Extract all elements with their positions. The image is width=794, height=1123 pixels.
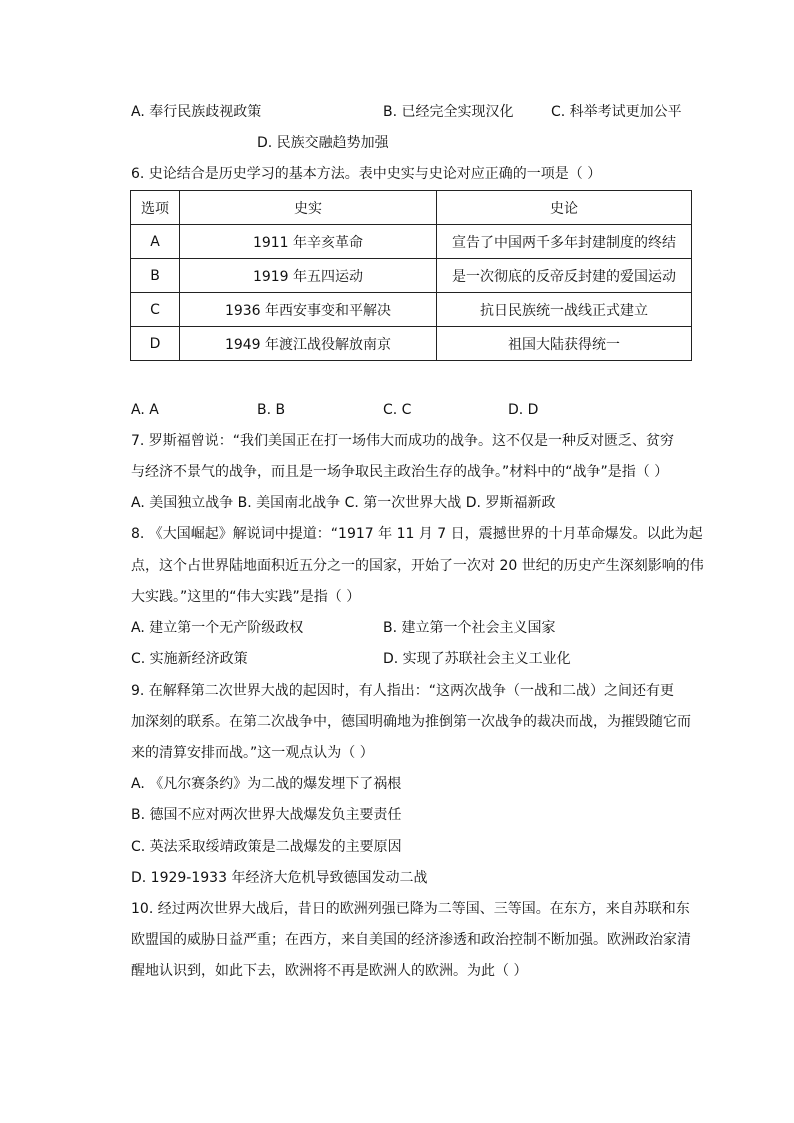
table-cell: 1911 年辛亥革命	[180, 225, 437, 259]
q6-option-a: A. A	[131, 402, 159, 418]
table-cell: B	[131, 259, 180, 293]
q9-option-a: A. 《凡尔赛条约》为二战的爆发埋下了祸根	[131, 776, 402, 792]
q5-option-b: B. 已经完全实现汉化	[383, 104, 514, 120]
table-row	[131, 259, 692, 293]
q9-option-c: C. 英法采取绥靖政策是二战爆发的主要原因	[131, 839, 402, 855]
q8-stem-line-3: 大实践。”这里的“伟大实践”是指（ ）	[131, 589, 361, 605]
table-row	[131, 225, 692, 259]
q6-stem: 6. 史论结合是历史学习的基本方法。表中史实与史论对应正确的一项是（ ）	[131, 166, 602, 182]
q10-stem-line-2: 欧盟国的威胁日益严重；在西方，来自美国的经济渗透和政治控制不断加强。欧洲政治家清	[131, 932, 691, 948]
q7-stem-line-2: 与经济不景气的战争，而且是一场争取民主政治生存的战争。”材料中的“战争”是指（ ）	[131, 464, 669, 480]
table-cell: 1936 年西安事变和平解决	[180, 293, 437, 327]
q9-stem-line-1: 9. 在解释第二次世界大战的起因时，有人指出：“这两次战争（一战和二战）之间还有更	[131, 683, 675, 699]
table-row	[131, 293, 692, 327]
table-cell: 是一次彻底的反帝反封建的爱国运动	[437, 259, 692, 293]
q10-stem-line-1: 10. 经过两次世界大战后，昔日的欧洲列强已降为二等国、三等国。在东方，来自苏联和东	[131, 901, 690, 917]
q8-option-d: D. 实现了苏联社会主义工业化	[383, 651, 571, 667]
table-cell: A	[131, 225, 180, 259]
q8-option-a: A. 建立第一个无产阶级政权	[131, 620, 304, 636]
table-cell: 宣告了中国两千多年封建制度的终结	[437, 225, 692, 259]
table-header-cell: 史实	[180, 191, 437, 225]
q5-option-c: C. 科举考试更加公平	[551, 104, 682, 120]
q6-option-d: D. D	[508, 402, 539, 418]
table-header-row	[131, 191, 692, 225]
q6-option-c: C. C	[383, 402, 412, 418]
q8-option-c: C. 实施新经济政策	[131, 651, 248, 667]
table-cell: 1949 年渡江战役解放南京	[180, 327, 437, 361]
table-cell: D	[131, 327, 180, 361]
q9-option-b: B. 德国不应对两次世界大战爆发负主要责任	[131, 807, 402, 823]
q9-stem-line-2: 加深刻的联系。在第二次战争中，德国明确地为推倒第一次战争的裁决而战，为摧毁随它而	[131, 714, 691, 730]
q5-option-d: D. 民族交融趋势加强	[257, 135, 389, 151]
q10-stem-line-3: 醒地认识到，如此下去，欧洲将不再是欧洲人的欧洲。为此（ ）	[131, 963, 528, 979]
q9-option-d: D. 1929-1933 年经济大危机导致德国发动二战	[131, 870, 428, 886]
table-header-cell: 选项	[131, 191, 180, 225]
table-row	[131, 327, 692, 361]
q9-stem-line-3: 来的清算安排而战。”这一观点认为（ ）	[131, 745, 374, 761]
q8-option-b: B. 建立第一个社会主义国家	[383, 620, 556, 636]
q7-options: A. 美国独立战争 B. 美国南北战争 C. 第一次世界大战 D. 罗斯福新政	[131, 495, 556, 511]
table-cell: 1919 年五四运动	[180, 259, 437, 293]
table-cell: C	[131, 293, 180, 327]
q8-stem-line-2: 点，这个占世界陆地面积近五分之一的国家，开始了一次对 20 世纪的历史产生深刻影响的伟	[131, 558, 704, 574]
q8-stem-line-1: 8. 《大国崛起》解说词中提道：“1917 年 11 月 7 日，震撼世界的十月革命爆发。以此为起	[131, 526, 703, 542]
q6-table	[130, 190, 692, 361]
q5-option-a: A. 奉行民族歧视政策	[131, 104, 262, 120]
table-header-cell: 史论	[437, 191, 692, 225]
table-cell: 抗日民族统一战线正式建立	[437, 293, 692, 327]
q6-option-b: B. B	[257, 402, 286, 418]
q7-stem-line-1: 7. 罗斯福曾说：“我们美国正在打一场伟大而成功的战争。这不仅是一种反对匮乏、贫穷	[131, 433, 675, 449]
table-cell: 祖国大陆获得统一	[437, 327, 692, 361]
